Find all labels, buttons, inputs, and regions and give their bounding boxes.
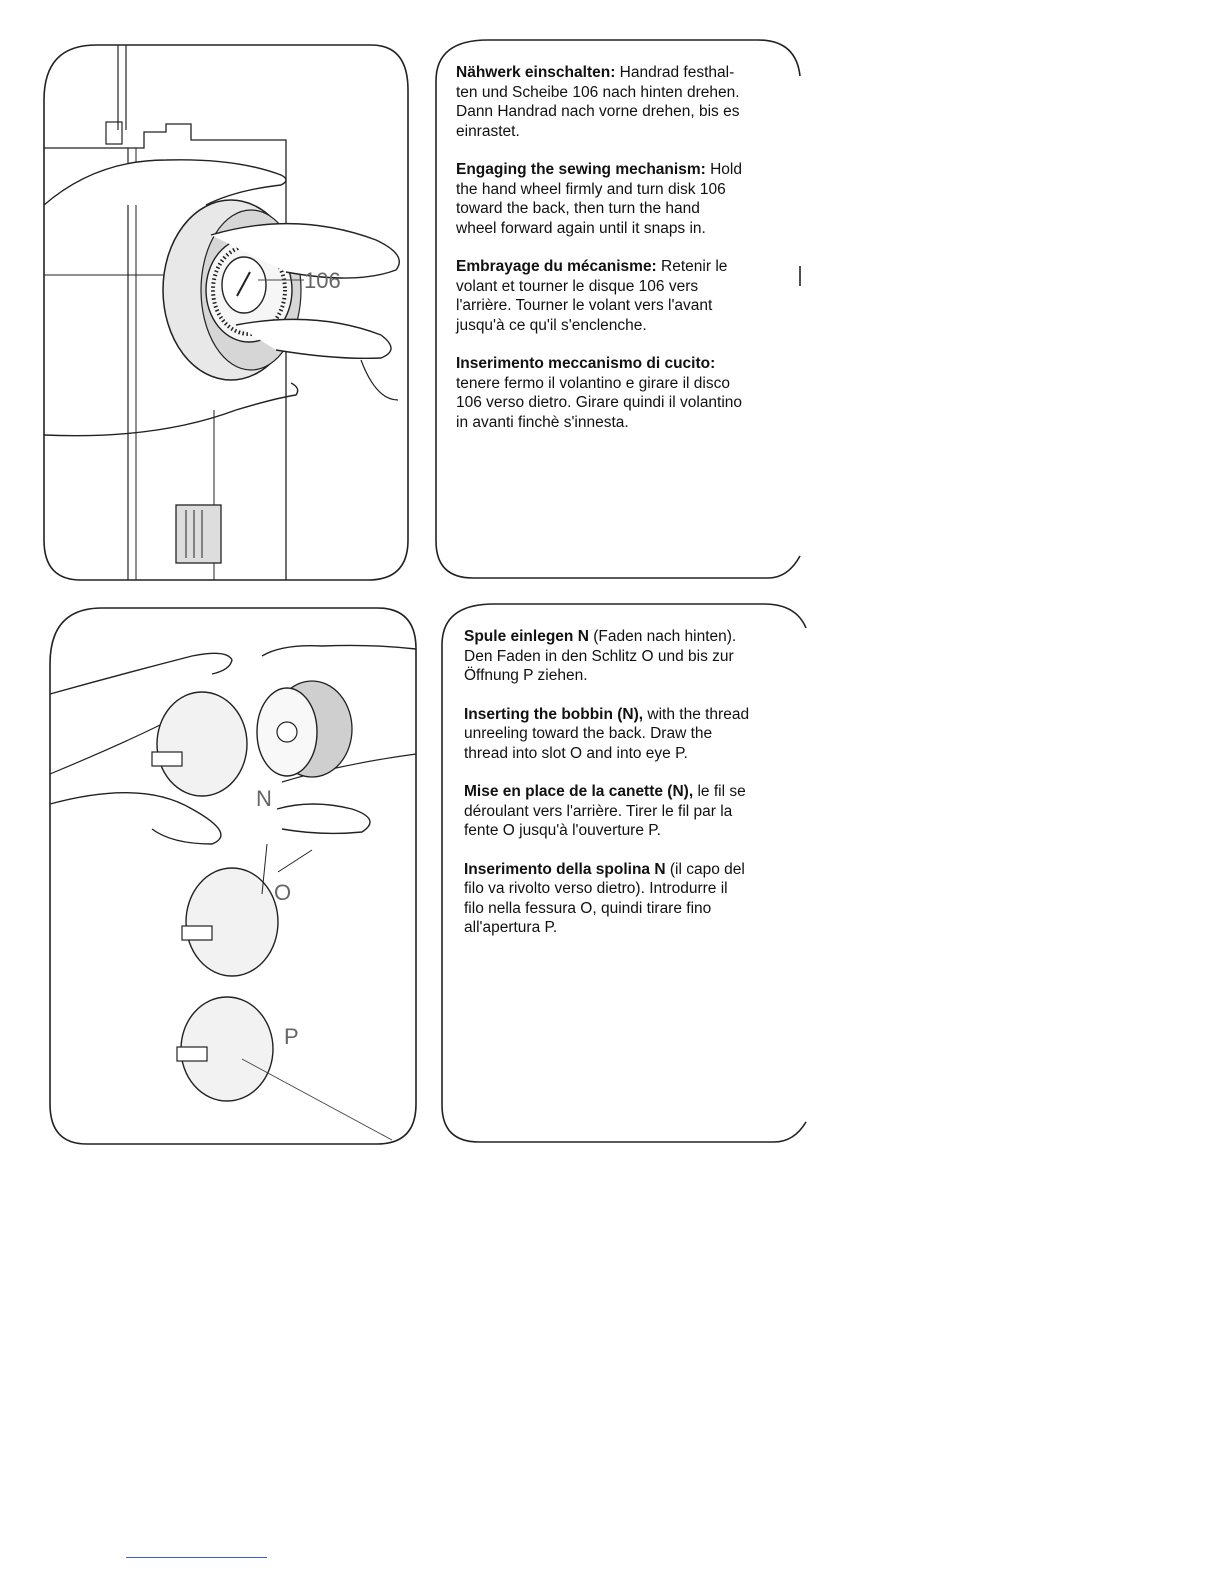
text-line: (Faden nach hinten).	[593, 628, 737, 645]
heading-de: Spule einlegen N	[464, 628, 589, 645]
heading-de: Nähwerk einschalten:	[456, 64, 616, 81]
text-line: jusqu'à ce qu'il s'enclenche.	[456, 316, 647, 334]
bottom-divider	[126, 1557, 267, 1558]
text-line: Hold	[710, 161, 742, 178]
text-line: filo nella fessura O, quindi tirare fino	[464, 899, 712, 917]
text-line: l'arrière. Tourner le volant vers l'avant	[456, 297, 713, 314]
text-line: Den Faden in den Schlitz O und bis zur	[464, 647, 734, 665]
text-line: filo va rivolto verso dietro). Introdurre il	[464, 880, 728, 897]
heading-fr: Mise en place de la canette (N),	[464, 783, 694, 800]
heading-it: Inserimento meccanismo di cucito:	[456, 355, 716, 372]
text-line: le fil se	[697, 783, 746, 800]
text-line: toward the back, then turn the hand	[456, 200, 700, 217]
paragraph-de	[456, 63, 791, 141]
text-line: Dann Handrad nach vorne drehen, bis es	[456, 103, 740, 120]
text-line: thread into slot O and into eye P.	[464, 744, 688, 762]
text-line: déroulant vers l'arrière. Tirer le fil par la	[464, 802, 733, 820]
heading-fr: Embrayage du mécanisme:	[456, 258, 657, 275]
label-106: 106	[304, 268, 341, 293]
paragraph-de	[464, 627, 799, 686]
text-line: Retenir le	[661, 258, 728, 275]
text-line: tenere fermo il volantino e girare il disco	[456, 374, 730, 392]
paragraph-en	[456, 160, 791, 238]
bobbin-case-illustration	[42, 604, 422, 1150]
paragraph-it	[456, 354, 791, 432]
heading-en: Inserting the bobbin (N),	[464, 705, 644, 723]
paragraph-fr	[456, 257, 791, 335]
text-line: einrastet.	[456, 122, 520, 140]
text-line: 106 verso dietro. Girare quindi il volantino	[456, 394, 743, 411]
label-o: O	[274, 880, 292, 905]
bobbin-illustration-frame	[42, 604, 422, 1150]
paragraph-en	[464, 705, 799, 764]
text-line: all'apertura P.	[464, 919, 558, 936]
paragraph-it	[464, 860, 799, 938]
text-line: with the thread	[647, 705, 750, 723]
text-panel-2	[464, 627, 799, 957]
text-line: (il capo del	[669, 860, 745, 878]
hand-wheel-disk-illustration	[36, 40, 414, 586]
hand-wheel-illustration-frame	[36, 40, 414, 586]
text-line: Handrad festhal-	[619, 64, 735, 81]
text-line: volant et tourner le disque 106 vers	[456, 277, 699, 295]
heading-en: Engaging the sewing mechanism:	[456, 161, 706, 178]
paragraph-fr	[464, 782, 799, 841]
heading-it: Inserimento della spolina N	[464, 860, 666, 878]
text-line: unreeling toward the back. Draw the	[464, 725, 713, 742]
text-line: Öffnung P ziehen.	[464, 667, 588, 684]
text-panel-1	[456, 63, 791, 451]
text-line: ten und Scheibe 106 nach hinten drehen.	[456, 83, 740, 101]
text-line: in avanti finchè s'innesta.	[456, 413, 629, 431]
text-line: wheel forward again until it snaps in.	[456, 219, 706, 237]
label-n: N	[256, 786, 272, 811]
label-p: P	[284, 1024, 299, 1049]
text-line: fente O jusqu'à l'ouverture P.	[464, 822, 661, 839]
text-line: the hand wheel firmly and turn disk 106	[456, 180, 726, 198]
